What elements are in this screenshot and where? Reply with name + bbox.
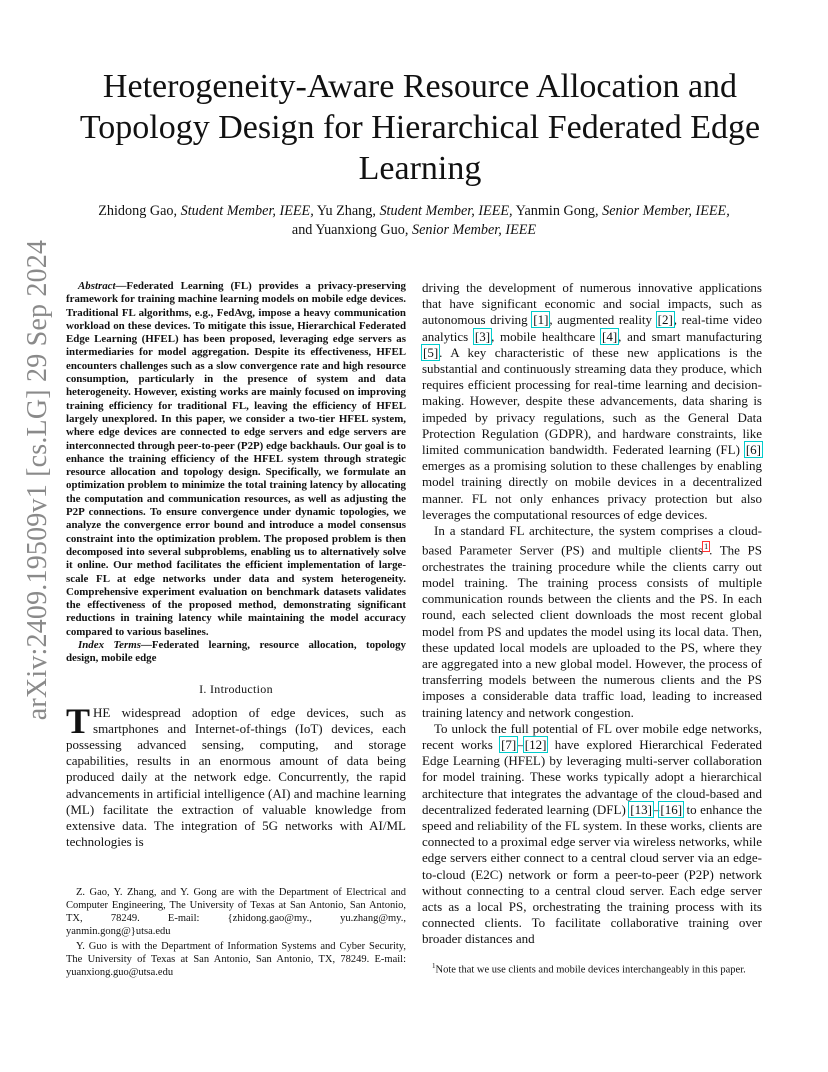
index-terms-text: —Federated learning, resource allocation, topology design, mobile edge: [66, 639, 406, 665]
abstract-text: —Federated Learning (FL) provides a privacy-preserving framework for training machine learning models on mobile edge devices. Traditional FL algorithms, e.g., FedAvg, impose a heavy communication workload on these devices. To mitigate this issue, Hierarchical Federated Edge Learning (HFEL) has been proposed, leveraging edge servers as intermediaries for model aggregation. Despite its effectiveness, HFEL encounters challenges such as a slow convergence rate and high resource consumption, particularly in the presence of system and data heterogeneity. However, existing works are mainly focused on improving training efficiency for traditional FL, leaving the efficiency of HFEL largely unexplored. In this paper, we consider a two-tier HFEL system, where edge devices are connected to edge servers and edge servers are interconnected through peer-to-peer (P2P) edge backhauls. Our goal is to enhance the training efficiency of the HFEL system through strategic resource allocation and topology design. Specifically, we formulate an optimization problem to minimize the total training latency by allocating the computation and communication resources, as well as adjusting the P2P connections. To ensure convergence under dynamic topologies, we analyze the convergence error bound and introduce a model consensus constraint into the optimization problem. The proposed problem is then decomposed into several subproblems, enabling us to alternatively solve it online. Our method facilitates the efficient implementation of large-scale FL at edge networks under data and system heterogeneity. Comprehensive experiment evaluation on benchmark datasets validates the effectiveness of the proposed method, demonstrating significant reductions in training latency while maintaining the model accuracy compared to various baselines.: [66, 280, 406, 638]
index-terms: [66, 639, 406, 666]
arxiv-stamp-text: arXiv:2409.19509v1 [cs.LG] 29 Sep 2024: [22, 239, 53, 721]
author-role: Student Member, IEEE,: [379, 203, 513, 219]
citation-link[interactable]: [3]: [474, 328, 491, 344]
abstract: [66, 280, 406, 639]
footnote-link[interactable]: 1: [704, 542, 709, 552]
text-run: , and smart manufacturing: [618, 328, 762, 344]
text-run: –: [652, 801, 660, 817]
author-name: and Yuanxiong Guo,: [291, 222, 412, 238]
text-run: have explored Hierarchical Federated Edge Learning (HFEL) by leveraging multi-server collaboration for model training. These works typically adopt a hierarchical architecture that integrates the advantage of the cloud-based and decentralized federated learning (DFL): [422, 737, 762, 817]
text-run: In a standard FL architecture, the system comprises a cloud-based Parameter Server (PS) and multiple clients: [422, 523, 762, 558]
author-role: Student Member, IEEE,: [180, 203, 314, 219]
section-heading-introduction: I. Introduction: [199, 681, 273, 696]
drop-cap: T: [66, 700, 91, 741]
text-run: . A key characteristic of these new applications is the substantial and continuously streaming data they produce, which requires efficient processing for real-time learning and decision-making. However, despite these advancements, data sharing is impeded by privacy regulations, such as the General Data Protection Regulation (GDPR), and hardware constraints, like limited communication bandwidth. Federated learning (FL): [422, 344, 762, 458]
intro-text: HE widespread adoption of edge devices, such as smartphones and Internet-of-things (IoT) devices, each possessing advanced sensing, computing, and storage capabilities, results in an enormous amount of data being produced daily at the network edge. Concurrently, the rapid advancements in artificial intelligence (AI) and machine learning (ML) facilitate the extraction of valuable knowledge from extensive data. The integration of 5G networks with AI/ML technologies is: [66, 704, 406, 850]
body-paragraph: [422, 523, 762, 721]
footnote-1: [422, 960, 767, 977]
text-run: , augmented reality: [549, 312, 657, 328]
citation-link[interactable]: [12]: [524, 737, 547, 753]
left-column: [66, 280, 406, 850]
arxiv-identifier-stamp: [8, 239, 68, 721]
text-run: . The PS orchestrates the training procedure while the clients carry out model training. The training process consists of multiple communication rounds between the clients and the PS. In each round, each selected client downloads the most recent global model from PS and updates the model using its local data. Then, these updated local models are uploaded to the PS, where they are aggregated into a new global model. However, the process of transferring models between the numerous clients and the PS imposes a considerable data traffic load, leading to increased training latency and network congestion.: [422, 542, 762, 720]
text-run: To unlock the full potential of FL over mobile edge networks, recent works: [422, 720, 762, 753]
author-name: Zhidong Gao,: [98, 203, 181, 219]
text-run: driving the development of numerous innovative applications that have significant economic and social impacts, such as autonomous driving: [422, 280, 762, 328]
paper-title: Heterogeneity-Aware Resource Allocation and Topology Design for Hierarchical Federated Edge Learning: [79, 68, 761, 187]
citation-link[interactable]: [5]: [423, 344, 439, 360]
citation-link[interactable]: [4]: [601, 328, 618, 344]
text-run: , mobile healthcare: [491, 328, 601, 344]
text-run: emerges as a promising solution to these challenges by enabling model training directly on mobile devices in a decentralized manner. FL not only enhances privacy protection but also leverages the computational resources of edge devices.: [422, 458, 762, 522]
affiliation-footnotes: [66, 886, 406, 981]
author-name: Yu Zhang,: [313, 203, 380, 219]
author-name: Yanmin Gong,: [512, 203, 603, 219]
citation-link[interactable]: [7]: [501, 737, 517, 753]
citation-link[interactable]: [13]: [630, 801, 652, 817]
citation-link[interactable]: [16]: [660, 801, 683, 817]
intro-paragraph: [66, 700, 406, 851]
abstract-label: Abstract: [78, 280, 116, 292]
right-column: [422, 280, 762, 948]
footnote-marker: 1: [432, 962, 436, 970]
index-terms-label: Index Terms: [78, 639, 141, 652]
citation-link[interactable]: [1]: [533, 312, 549, 328]
text-run: , real-time video analytics: [422, 312, 762, 344]
author-role: Senior Member, IEEE: [411, 222, 537, 238]
author-list: [60, 202, 768, 240]
text-run: to enhance the speed and reliability of the FL system. In these works, clients are connected to a proximal edge server via wireless networks, while edge servers either connect to a central cloud server via an edge-to-cloud (E2C) network or form a peer-to-peer (P2P) network without connecting to a central cloud server. Each edge server acts as a local PS, orchestrating the training process with its connected clients. To facilitate collaborative training over broader distances and: [422, 801, 762, 947]
citation-link[interactable]: [2]: [657, 312, 673, 328]
body-paragraph: [422, 721, 762, 948]
footnote-affiliation: Z. Gao, Y. Zhang, and Y. Gong are with the Department of Electrical and Computer Engineering, The University of Texas at San Antonio, San Antonio, TX, 78249. E-mail: {zhidong.gao@my., yu.zhang@my., yanmin.gong@}utsa.edu: [66, 887, 406, 937]
citation-link[interactable]: [6]: [745, 442, 761, 458]
body-paragraph: [422, 280, 762, 523]
text-run: –: [517, 737, 524, 753]
footnote-affiliation: Y. Guo is with the Department of Information Systems and Cyber Security, The University of Texas at San Antonio, San Antonio, TX, 78249. E-mail: yuanxiong.guo@utsa.edu: [66, 941, 406, 978]
footnote-text: Note that we use clients and mobile devices interchangeably in this paper.: [435, 964, 746, 976]
author-role: Senior Member, IEEE,: [602, 203, 730, 219]
